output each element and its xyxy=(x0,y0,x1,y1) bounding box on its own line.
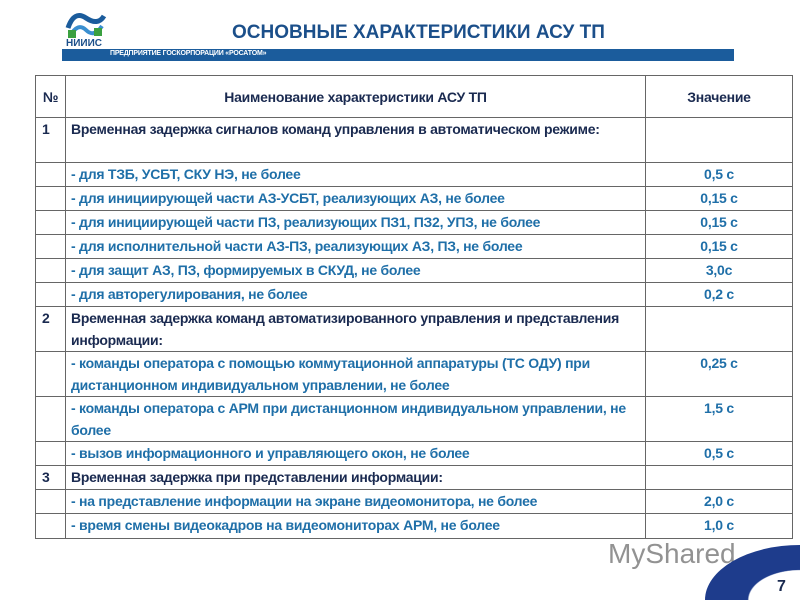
table-row xyxy=(36,466,793,490)
row-value xyxy=(646,307,793,352)
subtitle-band xyxy=(62,49,734,61)
row-number xyxy=(36,235,66,259)
row-name: - для инициирующей части ПЗ, реализующих ПЗ1, ПЗ2, УПЗ, не более xyxy=(66,211,646,235)
row-name: - вызов информационного и управляющего окон, не более xyxy=(66,442,646,466)
table-row xyxy=(36,283,793,307)
row-number xyxy=(36,259,66,283)
table-row xyxy=(36,442,793,466)
row-name: - команды оператора с помощью коммутационной аппаратуры (ТС ОДУ) при дистанционном индивидуальном управлении, не более xyxy=(66,352,646,397)
column-header-number: № xyxy=(36,76,66,118)
row-name: - для исполнительной части АЗ-ПЗ, реализующих АЗ, ПЗ, не более xyxy=(66,235,646,259)
row-value xyxy=(646,118,793,163)
table-row xyxy=(36,307,793,352)
row-value: 0,15 с xyxy=(646,187,793,211)
table-row xyxy=(36,163,793,187)
logo-text: НИИИС xyxy=(66,38,103,49)
column-header-value: Значение xyxy=(646,76,793,118)
row-name: - время смены видеокадров на видеомониторах АРМ, не более xyxy=(66,514,646,539)
table-row xyxy=(36,235,793,259)
row-number: 2 xyxy=(36,307,66,352)
row-value: 0,5 с xyxy=(646,442,793,466)
row-number xyxy=(36,163,66,187)
row-name: - для авторегулирования, не более xyxy=(66,283,646,307)
page-title: ОСНОВНЫЕ ХАРАКТЕРИСТИКИ АСУ ТП xyxy=(232,22,605,43)
row-value: 2,0 с xyxy=(646,490,793,514)
row-number xyxy=(36,211,66,235)
table-row xyxy=(36,259,793,283)
row-name: Временная задержка при представлении информации: xyxy=(66,466,646,490)
table-row xyxy=(36,118,793,163)
row-value: 0,15 с xyxy=(646,211,793,235)
row-number xyxy=(36,352,66,397)
row-value: 0,25 с xyxy=(646,352,793,397)
row-name: - на представление информации на экране видеомонитора, не более xyxy=(66,490,646,514)
column-header-name: Наименование характеристики АСУ ТП xyxy=(66,76,646,118)
watermark: MyShared xyxy=(608,538,736,569)
row-number: 1 xyxy=(36,118,66,163)
table-row xyxy=(36,352,793,397)
row-number xyxy=(36,397,66,442)
table-row xyxy=(36,397,793,442)
row-number xyxy=(36,514,66,539)
row-value: 1,5 с xyxy=(646,397,793,442)
page-number: 7 xyxy=(777,578,786,595)
row-name: - для инициирующей части АЗ-УСБТ, реализующих АЗ, не более xyxy=(66,187,646,211)
row-value: 0,2 с xyxy=(646,283,793,307)
row-value: 0,15 с xyxy=(646,235,793,259)
row-name: Временная задержка сигналов команд управления в автоматическом режиме: xyxy=(66,118,646,163)
characteristics-table xyxy=(35,75,793,539)
table-header xyxy=(36,76,793,118)
table-row xyxy=(36,490,793,514)
row-value: 1,0 с xyxy=(646,514,793,539)
row-number xyxy=(36,187,66,211)
row-name: - для защит АЗ, ПЗ, формируемых в СКУД, не более xyxy=(66,259,646,283)
row-value: 3,0с xyxy=(646,259,793,283)
row-value xyxy=(646,466,793,490)
subtitle: ПРЕДПРИЯТИЕ ГОСКОРПОРАЦИИ «РОСАТОМ» xyxy=(110,50,267,57)
table-row xyxy=(36,514,793,539)
row-number: 3 xyxy=(36,466,66,490)
row-value: 0,5 с xyxy=(646,163,793,187)
table-row xyxy=(36,211,793,235)
row-number xyxy=(36,490,66,514)
row-number xyxy=(36,442,66,466)
row-name: - для ТЗБ, УСБТ, СКУ НЭ, не более xyxy=(66,163,646,187)
row-number xyxy=(36,283,66,307)
row-name: Временная задержка команд автоматизированного управления и представления информации: xyxy=(66,307,646,352)
table-row xyxy=(36,187,793,211)
row-name: - команды оператора с АРМ при дистанционном индивидуальном управлении, не более xyxy=(66,397,646,442)
